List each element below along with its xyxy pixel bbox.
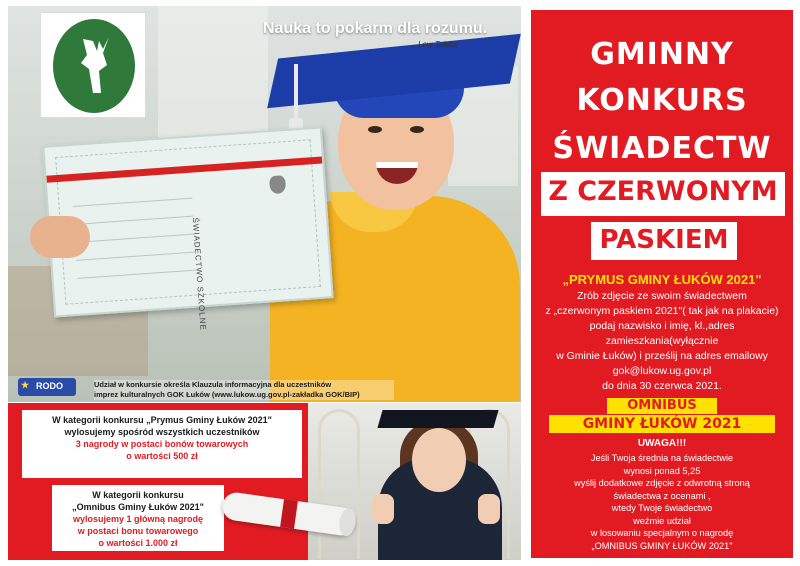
- graduate-face: [412, 428, 466, 492]
- boy-eye: [368, 126, 382, 133]
- rodo-line: imprez kulturalnych GOK Łuków (www.lukow.ug.gov.pl-zakładka GOK/BIP): [94, 390, 360, 399]
- prize-line: o wartości 500 zł: [126, 451, 198, 461]
- prize-line: wylosujemy 1 główną nagrodę: [72, 514, 204, 524]
- warning-line: wtedy Twoje świadectwo: [611, 503, 713, 513]
- prize-line: o wartości 1.000 zł: [98, 538, 178, 548]
- omnibus-subtitle: GMINY ŁUKÓW 2021: [582, 416, 742, 432]
- instruction-line: z „czerwonym paskiem 2021"( tak jak na plakacie): [545, 305, 779, 317]
- warning-line: wynosi ponad 5,25: [623, 465, 701, 476]
- headline-line: GMINNY: [590, 37, 734, 72]
- omnibus-prize-box: [52, 485, 224, 551]
- prize-line: „Omnibus Gminy Łuków 2021": [72, 502, 204, 512]
- prize-line: W kategorii konkursu: [92, 490, 184, 500]
- warning-title: UWAGA!!!: [637, 438, 687, 449]
- prize-line: 3 nagrody w postaci bonów towarowych: [75, 439, 249, 449]
- prymus-title: „PRYMUS GMINY ŁUKÓW 2021": [562, 272, 762, 287]
- prymus-instructions: [537, 289, 787, 394]
- instruction-line: podaj nazwisko i imię, kl.,adres zamieszkania(wyłącznie: [589, 320, 735, 347]
- headline-line: ŚWIADECTW: [552, 131, 772, 166]
- warning-line: wyślij dodatkowe zdjęcie z odwrotną stroną: [574, 478, 750, 488]
- prymus-prize-box: [22, 410, 302, 478]
- quote-author: Lew Tołstoj: [418, 40, 458, 49]
- certificate-title: ŚWIADECTWO SZKOLNE: [190, 217, 208, 332]
- rodo-badge: [18, 378, 76, 396]
- headline-line: KONKURS: [576, 83, 748, 118]
- scroll-ribbon: [280, 499, 298, 529]
- headline-highlight: [541, 172, 785, 216]
- instruction-line: w Gminie Łuków) i prześlij na adres emailowy: [556, 350, 768, 362]
- omnibus-title: OMNIBUS: [627, 398, 697, 413]
- prize-line: W kategorii konkursu „Prymus Gminy Łuków 2021": [52, 415, 272, 425]
- rodo-label: RODO: [36, 381, 63, 391]
- boy-eye: [410, 126, 424, 133]
- headline-line: PASKIEM: [599, 225, 729, 255]
- graduation-cap-icon: [377, 410, 498, 428]
- contest-info-panel: [531, 10, 793, 558]
- deadline: do dnia 30 czerwca 2021.: [602, 380, 722, 392]
- omnibus-highlight: [607, 398, 717, 414]
- warning-body: [541, 452, 783, 552]
- omnibus-highlight: [549, 415, 775, 433]
- rodo-notice: [94, 380, 394, 400]
- deer-icon: [53, 19, 135, 113]
- boy-hand: [30, 216, 90, 258]
- hero-photo: [8, 6, 521, 402]
- headline-highlight: [591, 222, 737, 260]
- thumbs-up-icon: [478, 494, 500, 524]
- warning-line: „OMNIBUS GMINY ŁUKÓW 2021": [591, 540, 733, 551]
- warning-line: weźmie udział: [633, 515, 691, 526]
- deer-logo-icon: [53, 19, 135, 113]
- instruction-line: Zrób zdjęcie ze swoim świadectwem: [577, 290, 747, 302]
- warning-line: Jeśli Twoja średnia na świadectwie: [590, 453, 734, 463]
- background-window: [158, 6, 268, 146]
- thumbs-up-icon: [372, 494, 394, 524]
- background-arch: [318, 409, 360, 559]
- eu-stars-icon: ★: [21, 380, 30, 390]
- certificate-image: [42, 126, 333, 332]
- email-address: gok@lukow.ug.gov.pl: [612, 365, 712, 377]
- prize-line: w postaci bonu towarowego: [77, 526, 199, 536]
- cap-tassel: [294, 64, 298, 126]
- warning-line: świadectwa z ocenami ,: [613, 490, 711, 501]
- warning-line: w losowaniu specjalnym o nagrodę: [590, 528, 734, 538]
- prize-line: wylosujemy spośród wszystkich uczestników: [64, 427, 260, 437]
- logo-text: Gminny Ośrodek Kultury w Łukowie: [49, 15, 139, 21]
- headline-line: Z CZERWONYM: [548, 176, 778, 207]
- rodo-line: Udział w konkursie określa Klauzula informacyjna dla uczestników: [94, 380, 332, 389]
- quote-text: Nauka to pokarm dla rozumu.: [263, 20, 488, 37]
- gok-logo: [40, 12, 146, 118]
